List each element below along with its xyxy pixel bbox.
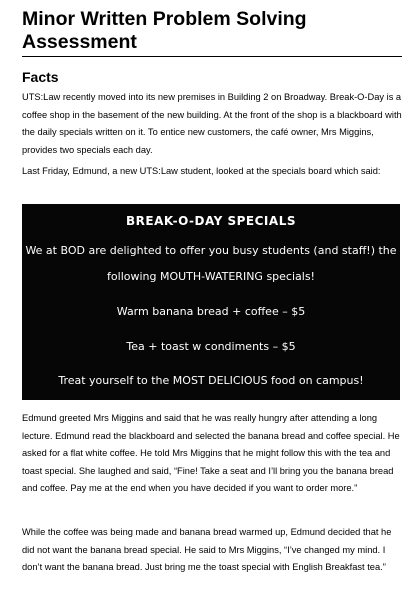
paragraph-intro: UTS:Law recently moved into its new premises in Building 2 on Broadway. Break-O-Day is a coffee shop in the basement of the new building. At the front of the shop is a blackboard with the daily specials written on it. To entice new customers, the café owner, Mrs Miggins, provides two specials each day. bbox=[22, 92, 402, 155]
paragraph-order: Edmund greeted Mrs Miggins and said that he was really hungry after attending a long lecture. Edmund read the blackboard and selected the banana bread and coffee special. He asked for a flat white coffee. He told Mrs Miggins that he might follow this with the tea and toast special. She laughed and said, “Fine! Take a seat and I’ll bring you the banana bread and coffee. Pay me at the end when you have decided if you want to order more.” bbox=[22, 413, 400, 494]
board-special-tea-toast: Tea + toast w condiments – $5 bbox=[126, 340, 296, 353]
board-footer: Treat yourself to the MOST DELICIOUS food on campus! bbox=[58, 374, 364, 387]
paragraph-specials-intro: Last Friday, Edmund, a new UTS:Law student, looked at the specials board which said: bbox=[22, 166, 381, 176]
board-intro-line-2: following MOUTH-WATERING specials! bbox=[107, 270, 315, 283]
board-title: BREAK-O-DAY SPECIALS bbox=[126, 214, 296, 228]
board-special-banana-bread: Warm banana bread + coffee – $5 bbox=[116, 305, 306, 318]
specials-blackboard-image bbox=[22, 204, 400, 400]
section-heading-facts: Facts bbox=[22, 69, 59, 85]
board-intro-line-1: We at BOD are delighted to offer you busy students (and staff!) the bbox=[25, 244, 397, 257]
paragraph-change-mind: While the coffee was being made and banana bread warmed up, Edmund decided that he did not want the banana bread special. He said to Mrs Miggins, “I’ve changed my mind. I don’t want the banana bread. Just bring me the toast special with English Breakfast tea.” bbox=[22, 527, 392, 573]
document-title: Minor Written Problem Solving Assessment bbox=[22, 8, 402, 57]
